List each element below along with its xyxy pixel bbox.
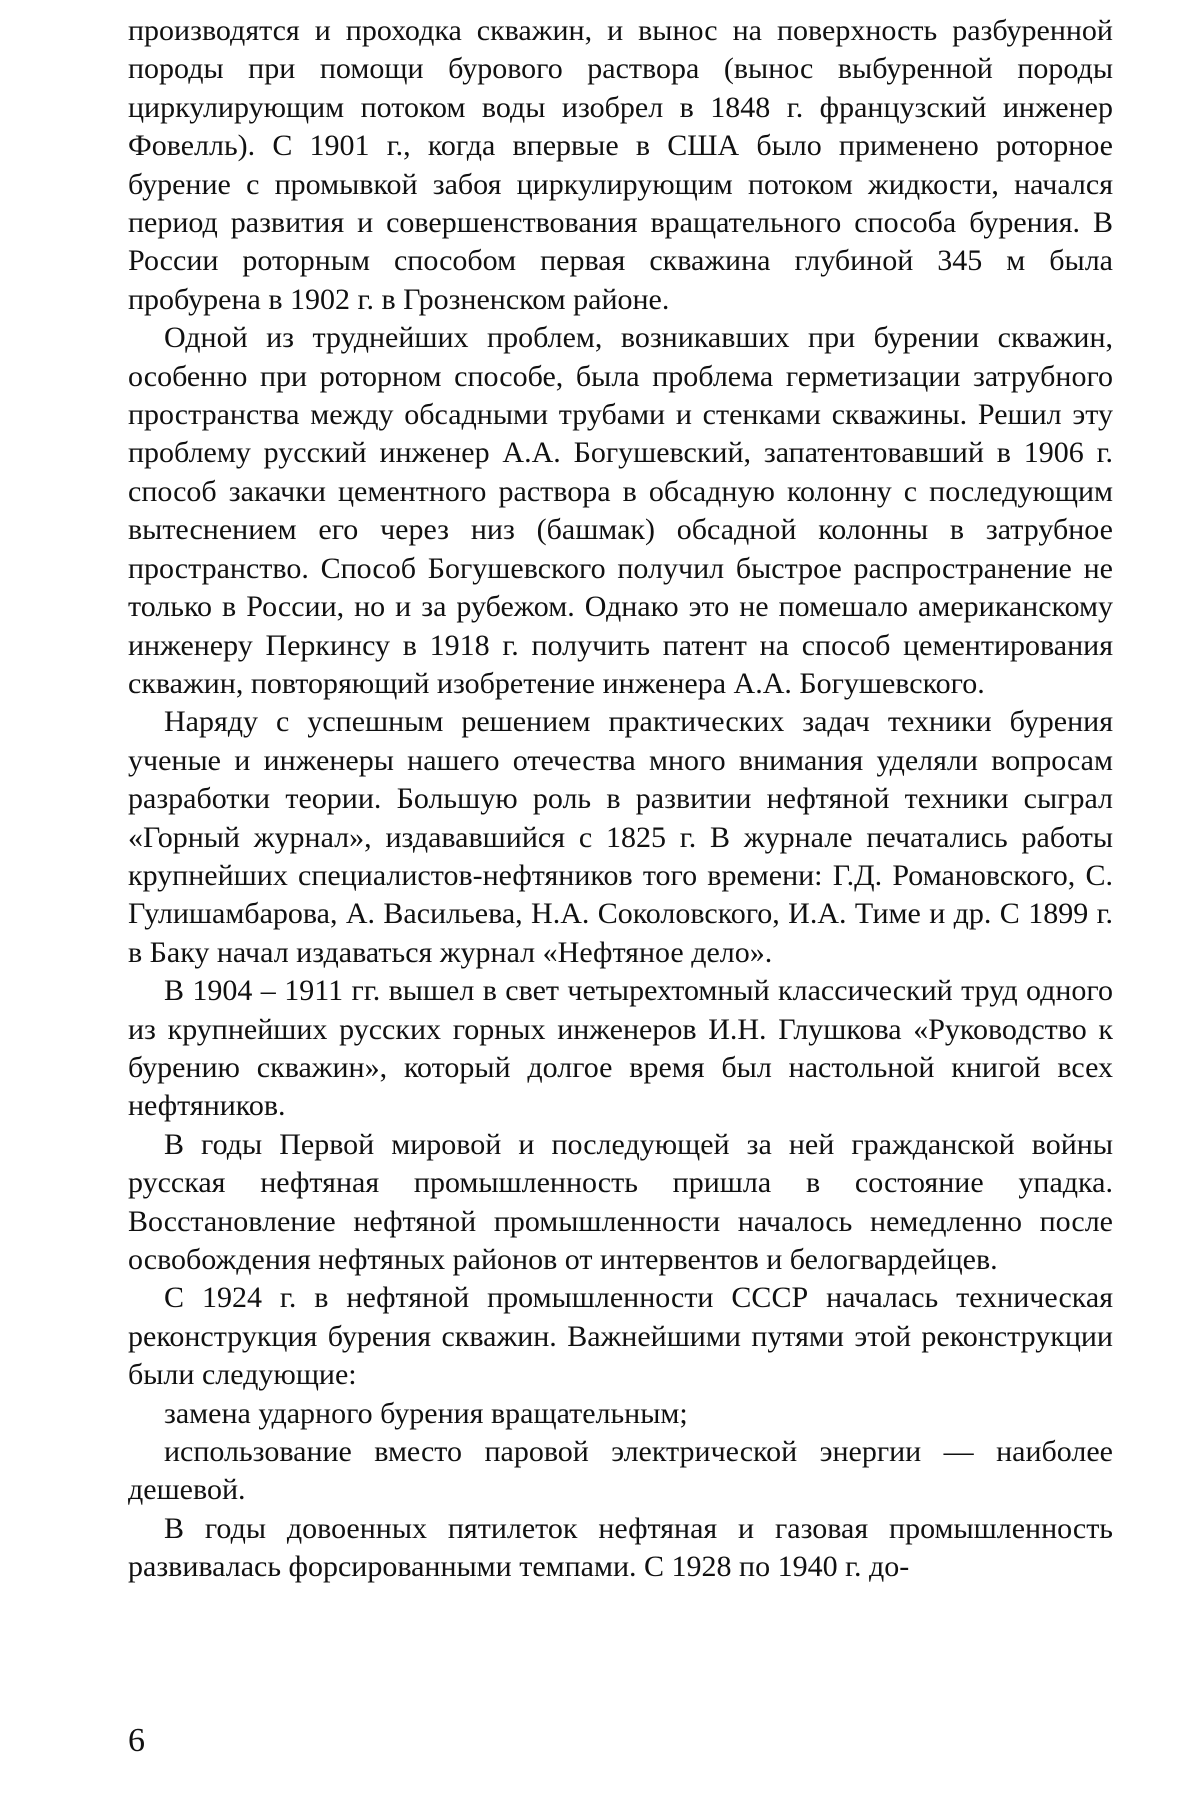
list-item-electric: использование вместо паровой электрической энергии — наиболее дешевой. (128, 1435, 1113, 1507)
paragraph-theory: Наряду с успешным решением практических задач техники бурения ученые и инженеры нашего отечества много внимания уделяли вопросам разработки теории. Большую роль в развитии нефтяной техники сыграл «Горный журнал», издававшийся с 1825 г. В журнале печатались работы крупнейших специалистов-нефтяников того времени: Г.Д. Романовского, С. Гулишамбарова, А. Васильева, Н.А. Соколовского, И.А. Тиме и др. С 1899 г. в Баку начал издаваться журнал «Нефтяное дело». (128, 705, 1113, 969)
paragraph-continuation: производятся и проходка скважин, и вынос на поверхность разбуренной породы при помощи бурового раствора (вынос выбуренной породы циркулирующим потоком воды изобрел в 1848 г. французский инженер Фовелль). С 1901 г., когда впервые в США было применено роторное бурение с промывкой забоя циркулирующим потоком жидкости, начался период развития и совершенствования вращательного способа бурения. В России роторным способом первая скважина глубиной 345 м была пробурена в 1902 г. в Грозненском районе. (128, 14, 1113, 316)
paragraph-bogushevsky: Одной из труднейших проблем, возникавших при бурении скважин, особенно при роторном способе, была проблема герметизации затрубного пространства между обсадными трубами и стенками скважины. Решил эту проблему русский инженер А.А. Богушевский, запатентовавший в 1906 г. способ закачки цементного раствора в обсадную колонну с последующим вытеснением его через низ (башмак) обсадной колонны в затрубное пространство. Способ Богушевского получил быстрое распространение не только в России, но и за рубежом. Однако это не помешало американскому инженеру Перкинсу в 1918 г. получить патент на способ цементирования скважин, повторяющий изобретение инженера А.А. Богушевского. (128, 321, 1113, 700)
paragraph-glushkov: В 1904 – 1911 гг. вышел в свет четырехтомный классический труд одного из крупнейших русских горных инженеров И.Н. Глушкова «Руководство к бурению скважин», который долгое время был настольной книгой всех нефтяников. (128, 974, 1113, 1123)
page-number: 6 (128, 1722, 145, 1759)
paragraph-five-year-plans: В годы довоенных пятилеток нефтяная и газовая промышленность развивалась форсированными темпами. С 1928 по 1940 г. до- (128, 1511, 1113, 1584)
page-body (128, 12, 1113, 1587)
list-item-rotary: замена ударного бурения вращательным; (164, 1396, 688, 1430)
paragraph-reconstruction: С 1924 г. в нефтяной промышленности СССР началась техническая реконструкция бурения скважин. Важнейшими путями этой реконструкции были следующие: (128, 1281, 1113, 1392)
paragraph-war: В годы Первой мировой и последующей за ней гражданской войны русская нефтяная промышленность пришла в состояние упадка. Восстановление нефтяной промышленности началось немедленно после освобождения нефтяных районов от интервентов и белогвардейцев. (128, 1127, 1113, 1276)
